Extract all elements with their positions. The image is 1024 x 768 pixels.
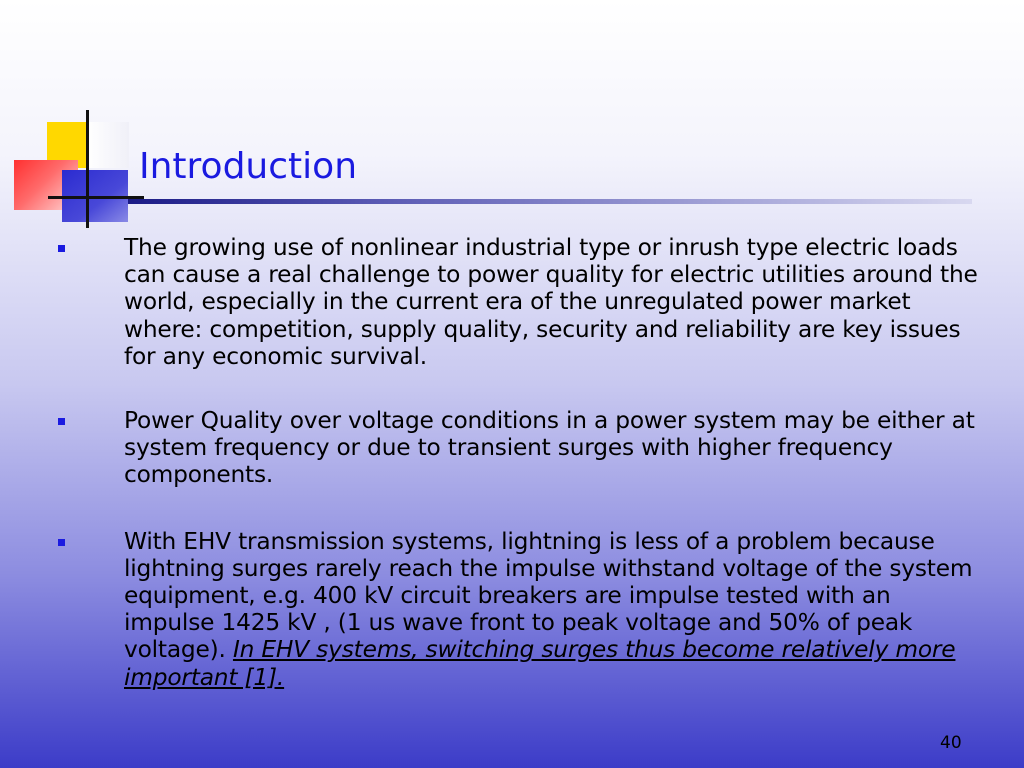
bullet-text-plain: With EHV transmission systems, lightning is less of a problem because lightning surges rarely reach the impulse withstand voltage of the system equipment, e.g. 400 kV circuit breakers are impulse tested with an impulse 1425 kV , (1 us wave front to peak voltage and 50% of peak voltage). bbox=[124, 527, 973, 664]
bullet-square-icon bbox=[58, 245, 65, 252]
bullet-square-icon bbox=[58, 539, 65, 546]
bullet-item bbox=[0, 234, 1024, 370]
bullet-item bbox=[0, 528, 1024, 691]
bullet-square-icon bbox=[58, 418, 65, 425]
page-number: 40 bbox=[940, 733, 962, 753]
bullet-text bbox=[124, 528, 984, 691]
decor-white-square bbox=[87, 122, 129, 168]
bullet-item bbox=[0, 407, 1024, 489]
decor-vertical-line bbox=[86, 110, 89, 228]
bullet-text: Power Quality over voltage conditions in a power system may be either at system frequency or due to transient surges with higher frequency components. bbox=[124, 407, 975, 489]
bullet-text-emphasis: In EHV systems, switching surges thus become relatively more important [1]. bbox=[124, 636, 956, 691]
bullet-list bbox=[0, 234, 1024, 691]
slide-title: Introduction bbox=[139, 146, 358, 187]
bullet-text: The growing use of nonlinear industrial type or inrush type electric loads can cause a real challenge to power quality for electric utilities around the world, especially in the current era of the unregulated power market where: competition, supply quality, security and reliability are key issues for any economic survival. bbox=[124, 234, 978, 370]
title-underline-rule bbox=[128, 199, 972, 204]
